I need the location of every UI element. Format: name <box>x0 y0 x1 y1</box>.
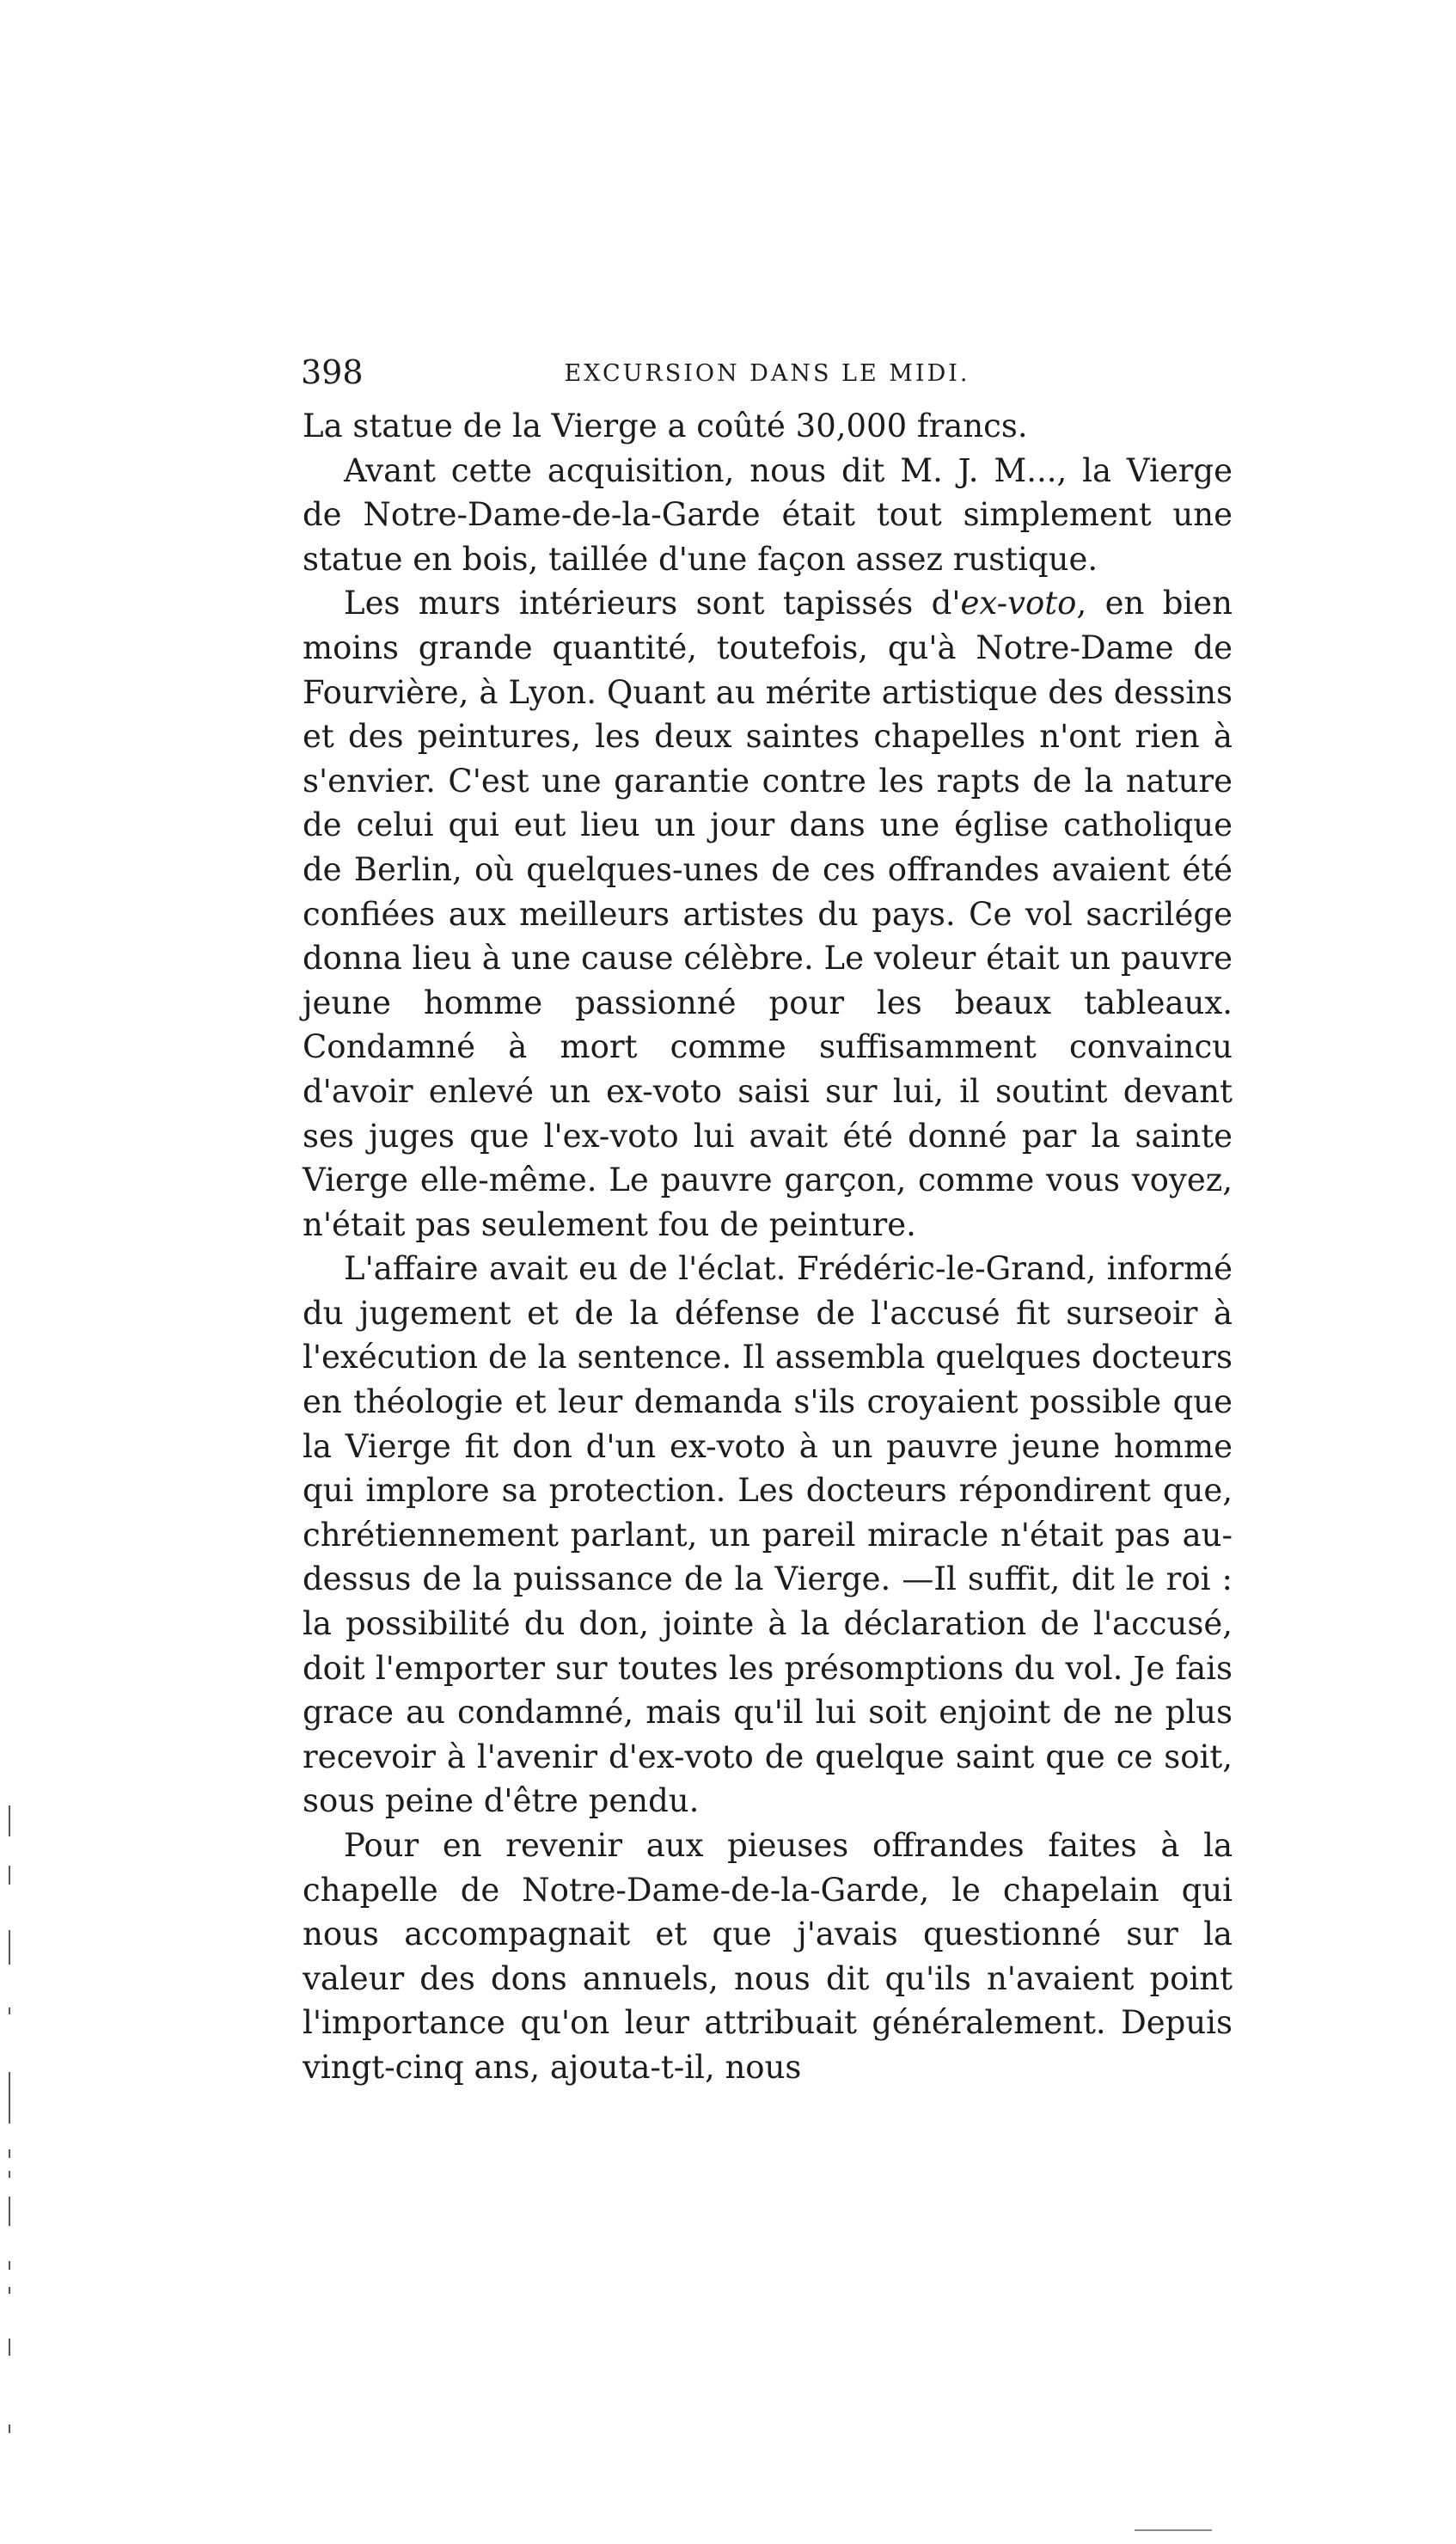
paragraph-2 <box>303 449 1233 582</box>
paragraph-1 <box>303 404 1233 449</box>
paragraph-4 <box>303 1247 1233 1824</box>
page-number: 398 <box>301 353 364 391</box>
page-header <box>301 351 1233 394</box>
scan-bottom-rule <box>1135 2529 1212 2531</box>
paragraph-1-text: La statue de la Vierge a coûté 30,000 francs. <box>303 408 1028 444</box>
ex-voto-italic: ex-voto <box>960 585 1077 622</box>
paragraph-5 <box>303 1824 1233 2090</box>
paragraph-5-text: Pour en revenir aux pieuses offrandes faites à la chapelle de Notre-Dame-de-la-Garde, le chapelain qui nous accompagnait et que j'avais questionné sur la valeur des dons annuels, nous dit qu'ils n'avaient point l'importance qu'on leur attribuait généralement. Depuis vingt-cinq ans, ajouta-t-il, nous <box>303 1827 1233 2086</box>
paragraph-3-text-end: , en bien moins grande quantité, toutefois, qu'à Notre-Dame de Fourvière, à Lyon. Quant au mérite artistique des dessins et des peintures, les deux saintes chapelles n'ont rien à s'envier. C'est une garantie contre les rapts de la nature de celui qui eut lieu un jour dans une église catholique de Berlin, où quelques-unes de ces offrandes avaient été confiées aux meilleurs artistes du pays. Ce vol sacrilége donna lieu à une cause célèbre. Le voleur était un pauvre jeune homme passionné pour les beaux tableaux. Condamné à mort comme suffisamment convaincu d'avoir enlevé un ex-voto saisi sur lui, il soutint devant ses juges que l'ex-voto lui avait été donné par la sainte Vierge elle-même. Le pauvre garçon, comme vous voyez, n'était pas seulement fou de peinture. <box>303 585 1233 1243</box>
paragraph-2-text: Avant cette acquisition, nous dit M. J. M..., la Vierge de Notre-Dame-de-la-Garde était tout simplement une statue en bois, taillée d'une façon assez rustique. <box>303 451 1233 578</box>
scan-margin-marks <box>9 1805 14 2493</box>
running-title: EXCURSION DANS LE MIDI. <box>564 360 970 387</box>
paragraph-3-text-start: Les murs intérieurs sont tapissés d' <box>344 585 961 622</box>
body-text <box>303 404 1233 2090</box>
paragraph-3 <box>303 581 1233 1247</box>
paragraph-4-text: L'affaire avait eu de l'éclat. Frédéric-le-Grand, informé du jugement et de la défense de l'accusé fit surseoir à l'exécution de la sentence. Il assembla quelques docteurs en théologie et leur demanda s'ils croyaient possible que la Vierge fit don d'un ex-voto à un pauvre jeune homme qui implore sa protection. Les docteurs répondirent que, chrétiennement parlant, un pareil miracle n'était pas au-dessus de la puissance de la Vierge. —Il suffit, dit le roi : la possibilité du don, jointe à la déclaration de l'accusé, doit l'emporter sur toutes les présomptions du vol. Je fais grace au condamné, mais qu'il lui soit enjoint de ne plus recevoir à l'avenir d'ex-voto de quelque saint que ce soit, sous peine d'être pendu. <box>303 1250 1233 1820</box>
